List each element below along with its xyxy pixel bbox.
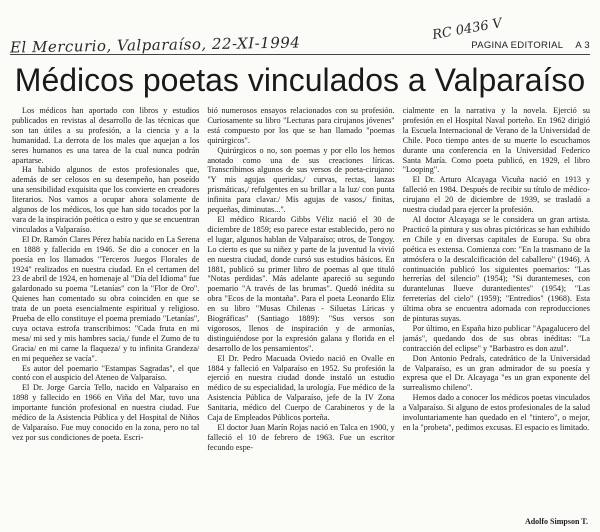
paragraph: Al doctor Alcayaga se le considera un gran artista. Practicó la pintura y sus obras pictóricas se han exhibido en Chile y en diversas capitales de Europa. Su obra poética es extensa. Comienza con: "En la trasmano de la atmósfera o la descalcificación del caballero" (1946). A continuación publicó los siguientes poemarios: "Las herrerías del silencio" (1954); "Si durantemeses, con durantelunas llueve durantedientes" (1954); "Las ferreterías del cielo" (1959); "Entredios" (1968). Esta última obra se encuentra adornada con reproducciones de pinturas suyas. — [402, 214, 590, 324]
paragraph: Don Antonio Pedrals, catedrático de la Universidad de Valparaíso, es un gran admirador de su poesía y expresa que el Dr. Alcayaga "es un gran exponente del surrealismo chileno". — [402, 353, 590, 393]
column-3 — [403, 106, 590, 524]
column-1 — [12, 106, 199, 524]
headline: Médicos poetas vinculados a Valparaíso — [14, 62, 586, 98]
paragraph: El Dr. Arturo Alcayaga Vicuña nació en 1913 y falleció en 1984. Después de recibir su título de médico-cirujano el 20 de diciembre de 1939, se trasladó a nuestra ciudad para ejercer la profesión. — [402, 175, 590, 215]
archive-stamp: RC 0436 V — [431, 15, 504, 44]
page-number: A 3 — [575, 40, 590, 51]
paragraph: Quirúrgicos o no, son poemas y por ello los hemos anotado como una de sus creaciones líricas. Transcribimos algunos de sus versos de poeta-cirujano: "Y mis agujas queridas,/ curvas, rectas, lanzas prismáticas,/ refulgentes en su brillar a la luz/ con punta infinita para clavar./ Mis agujas de vasos,/ finitas, pequeñas, diminutas...". — [207, 145, 395, 215]
paragraph: cialmente en la narrativa y la novela. Ejerció su profesión en el Hospital Naval porteño. En 1962 dirigió la Escuela Internacional de Verano de la Universidad de Chile. Poco tiempo antes de su muerte lo escuchamos durante una conferencia en la Universidad Federico Santa María. Como poeta publicó, en 1929, el libro "Looping". — [402, 106, 590, 175]
paragraph: El doctor Juan Marín Rojas nació en Talca en 1900, y falleció el 10 de febrero de 1963. Fue un escritor fecundo espe- — [207, 423, 395, 452]
page-header — [471, 40, 590, 51]
header-rule — [10, 54, 590, 55]
section-label: PAGINA EDITORIAL — [471, 40, 564, 51]
paragraph: El Dr. Ramón Clares Pérez había nacido en La Serena en 1888 y fallecido en 1946. Se dio a conocer en la poesía en los llamados "Terceros Juegos Florales de 1924" realizados en nuestra ciudad. En el certamen del 23 de abril de 1924, en homenaje al "Día del Idioma" fue galardonado su poema "Letanías" con la "Flor de Oro". Quienes han comentado su obra coinciden en que se trata de un poeta esencialmente espiritual y religioso. Prueba de ello constituye el poema premiado "Letanías", cuya octava estrofa transcribimos: "Cada fruta en mi mesa/ mi sed y mis hambres sacia,/ funde el Zumo de tu Gracia/ en mi carne la flaqueza/ y tu infinita Grandeza/ en mi pequeñez se vacía". — [12, 234, 200, 363]
paragraph: El Dr. Pedro Macuada Oviedo nació en Ovalle en 1884 y falleció en Valparaíso en 1952. Su profesión la ejerció en nuestra ciudad donde instaló un estudio médico de su especialidad, la urología. Fue médico de la Asistencia Pública de Valparaíso, jefe de la IV Zona Sanitaria, médico del Cuerpo de Carabineros y de la Caja de Empleados Públicos porteña. — [207, 353, 395, 423]
article-body — [12, 106, 590, 524]
paragraph: Los médicos han aportado con libros y estudios publicados en revistas al desarrollo de las técnicas que son tan útiles a su profesión, a la ciencia y a la humanidad. La derrota de los males que aquejan a los seres humanos es una tarea de la cual nunca podrán apartarse. — [12, 106, 200, 165]
handwritten-source-note: El Mercurio, Valparaíso, 22-XI-1994 — [9, 33, 301, 57]
author-byline: Adolfo Simpson T. — [524, 517, 588, 526]
paragraph: Ha habido algunos de estos profesionales que, además de ser celosos en su desempeño, han poseído una sensibilidad exquisita que los convierte en creadores literarios. Nos vamos a ocupar ahora solamente de algunos de los médicos, los que han sido tocados por la vara de la inspiración poética o estro y que se encuentran vinculados a Valparaíso. — [12, 165, 200, 234]
column-2 — [207, 106, 394, 524]
paragraph: bió numerosos ensayos relacionados con su profesión. Curiosamente su libro "Lecturas para cirujanos jóvenes" está compuesto por los que se han llamado "poemas quirúrgicos". — [207, 106, 395, 145]
paragraph: Es autor del poemario "Estampas Sagradas", el que contó con el auspicio del Ateneo de Valparaíso. — [12, 363, 200, 383]
paragraph: El Dr. Jorge García Tello, nacido en Valparaíso en 1898 y fallecido en 1966 en Viña del Mar, tuvo una importante función profesional en nuestra ciudad. Fue médico de la Asistencia Pública y del Hospital de Niños de Valparaíso. Fue muy conocido en la zona, pero no tal vez por sus condiciones de poeta. Escri- — [12, 383, 200, 442]
paragraph: El médico Ricardo Gibbs Véliz nació el 30 de diciembre de 1859; eso parece estar establecido, pero no el lugar, algunos hablan de Valparaíso; otros, de Tongoy. Lo cierto es que su niñez y parte de la juventud la vivió en nuestra ciudad, donde cursó sus estudios básicos. En 1881, publicó su primer libro de poemas al que tituló "Notas perdidas". Más adelante apareció su segundo poemario "A través de las brumas". Quedó inédita su obra "Ecos de la montaña". Para el poeta Leonardo Eliz en su libro "Musas Chilenas - Siluetas Líricas y Biográficas" (Santiago 1889): "Sus versos son vigorosos, llenos de inspiración y de armonías, distinguiéndose por la expresión galana y florida en el desarrollo de los pensamientos". — [207, 214, 395, 353]
paragraph: Hemos dado a conocer los médicos poetas vinculados a Valparaíso. Si alguno de estos profesionales de la salud involuntariamente han quedado en el "tintero", o mejor, en la "probeta", pedimos excusas. El espacio es limitado. — [402, 393, 590, 432]
paragraph: Por último, en España hizo publicar "Apagalucero del jamás", quedando dos de sus obras inéditas: "La contracción del eclipse" y "Barbastro es don azul". — [402, 323, 590, 353]
